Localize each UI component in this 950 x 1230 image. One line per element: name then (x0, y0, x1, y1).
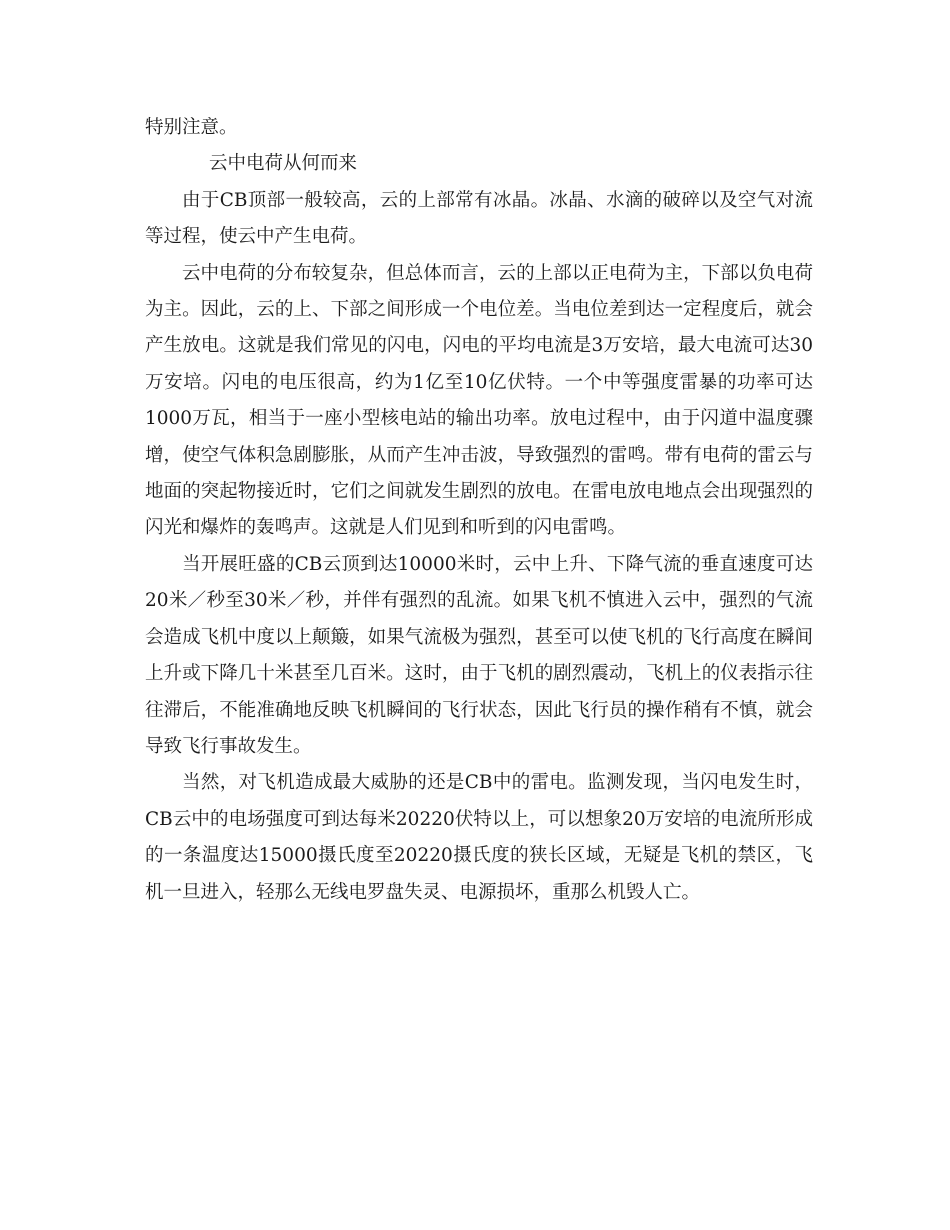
paragraph-2: 云中电荷的分布较复杂，但总体而言，云的上部以正电荷为主，下部以负电荷为主。因此，云的上、下部之间形成一个电位差。当电位差到达一定程度后，就会产生放电。这就是我们常见的闪电，闪电的平均电流是3万安培，最大电流可达30万安培。闪电的电压很高，约为1亿至10亿伏特。一个中等强度雷暴的功率可达1000万瓦，相当于一座小型核电站的输出功率。放电过程中，由于闪道中温度骤增，使空气体积急剧膨胀，从而产生冲击波，导致强烈的雷鸣。带有电荷的雷云与地面的突起物接近时，它们之间就发生剧烈的放电。在雷电放电地点会出现强烈的闪光和爆炸的轰鸣声。这就是人们见到和听到的闪电雷鸣。 (145, 262, 813, 539)
paragraph-3: 当开展旺盛的CB云顶到达10000米时，云中上升、下降气流的垂直速度可达20米／秒至30米／秒，并伴有强烈的乱流。如果飞机不慎进入云中，强烈的气流会造成飞机中度以上颠簸，如果气流极为强烈，甚至可以使飞机的飞行高度在瞬间上升或下降几十米甚至几百米。这时，由于飞机的剧烈震动，飞机上的仪表指示往往滞后，不能准确地反映飞机瞬间的飞行状态，因此飞行员的操作稍有不慎，就会导致飞行事故发生。 (145, 553, 813, 757)
paragraph-1: 由于CB顶部一般较高，云的上部常有冰晶。冰晶、水滴的破碎以及空气对流等过程，使云中产生电荷。 (145, 189, 813, 248)
section-heading: 云中电荷从何而来 (209, 153, 358, 175)
document-page (145, 110, 813, 911)
paragraph-4: 当然，对飞机造成最大威胁的还是CB中的雷电。监测发现，当闪电发生时，CB云中的电场强度可到达每米20220伏特以上，可以想象20万安培的电流所形成的一条温度达15000摄氏度至20220摄氏度的狭长区域，无疑是飞机的禁区，飞机一旦进入，轻那么无线电罗盘失灵、电源损坏，重那么机毁人亡。 (145, 772, 813, 903)
continuation-text: 特别注意。 (145, 117, 238, 138)
